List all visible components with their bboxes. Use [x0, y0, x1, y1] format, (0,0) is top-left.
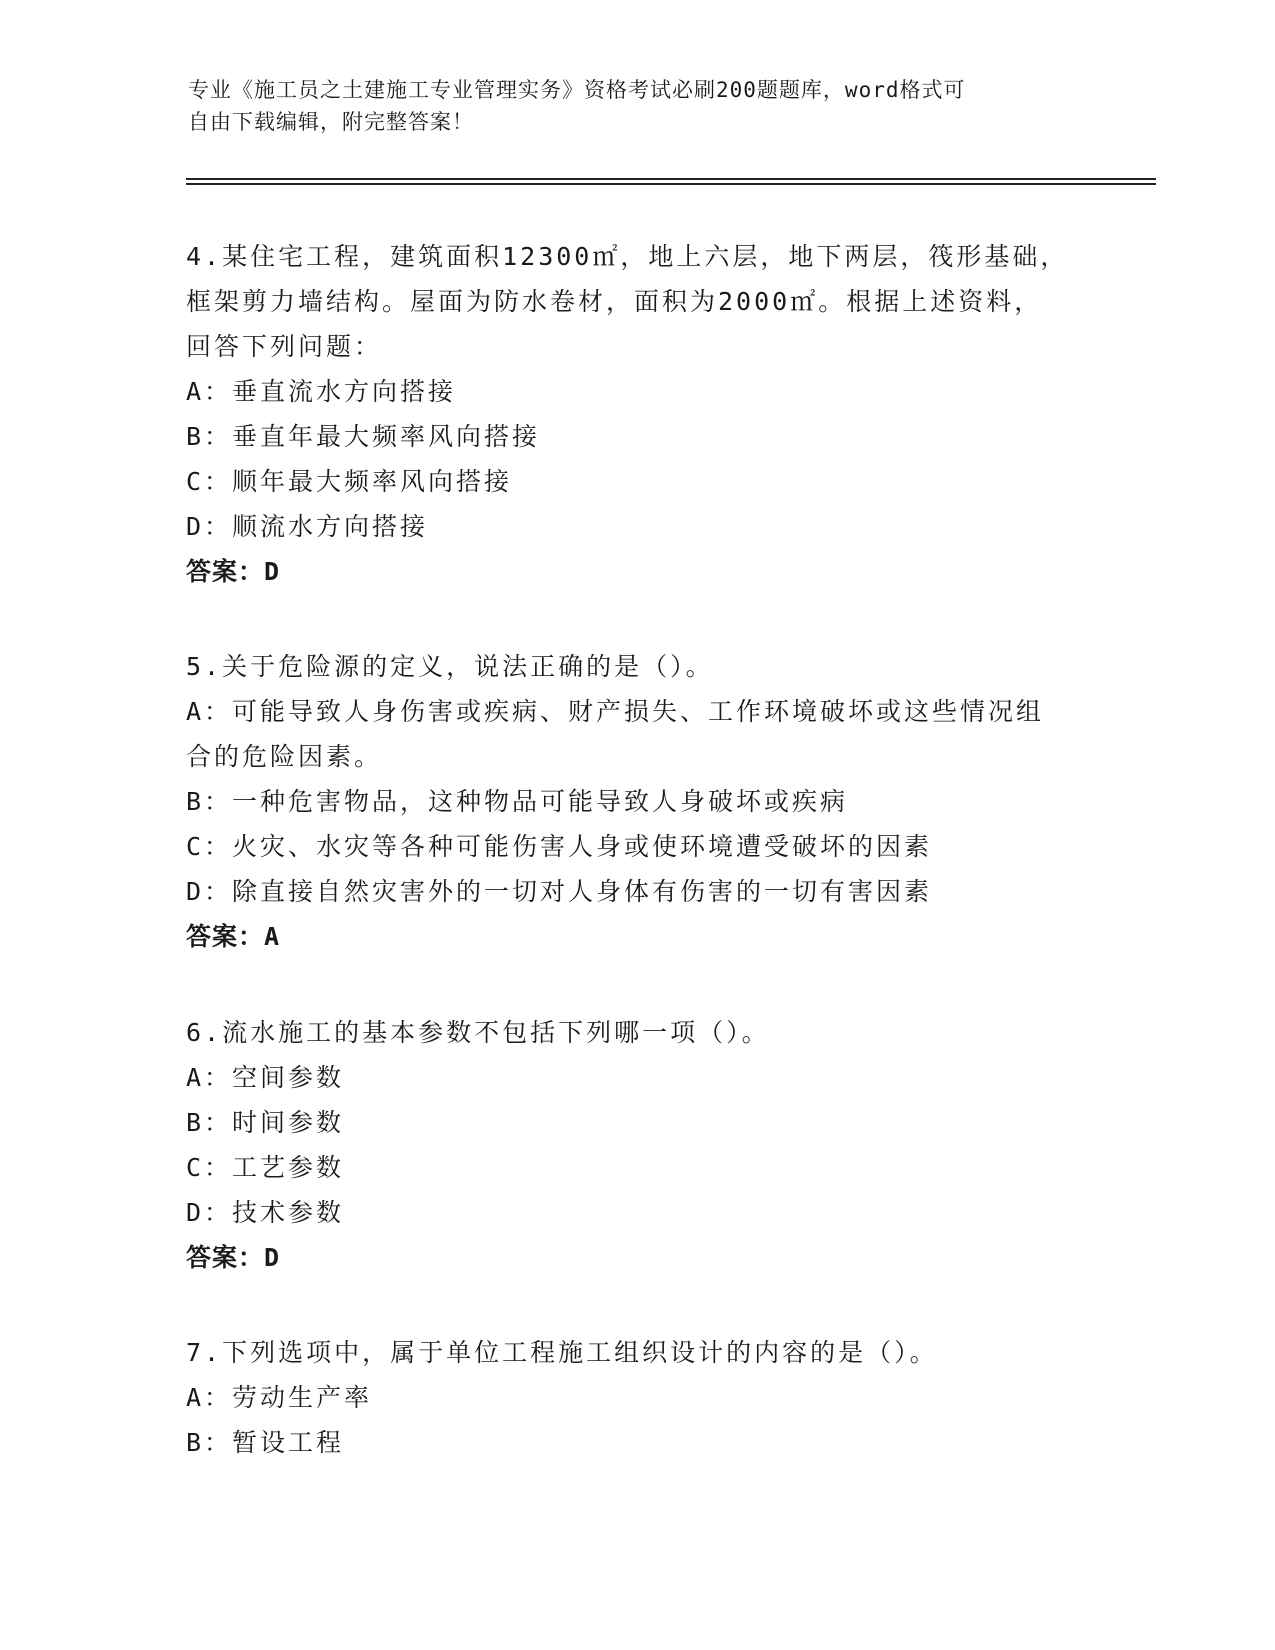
answer: 答案：D	[186, 557, 281, 586]
option-a: A：垂直流水方向搭接	[186, 377, 457, 406]
option-b: B：时间参数	[186, 1108, 345, 1137]
header-line-1: 专业《施工员之土建施工专业管理实务》资格考试必刷200题题库，word格式可	[188, 78, 966, 102]
answer: 答案：D	[186, 1243, 281, 1272]
question-stem-line: 框架剪力墙结构。屋面为防水卷材，面积为2000㎡。根据上述资料，	[186, 287, 1043, 316]
option-a: A：空间参数	[186, 1063, 345, 1092]
question-5	[186, 644, 1086, 959]
option-c: C：顺年最大频率风向搭接	[186, 467, 513, 496]
document-header	[188, 74, 1088, 138]
option-b: B：一种危害物品，这种物品可能导致人身破坏或疾病	[186, 787, 849, 816]
option-b: B：垂直年最大频率风向搭接	[186, 422, 541, 451]
option-d: D：技术参数	[186, 1198, 345, 1227]
option-c: C：工艺参数	[186, 1153, 345, 1182]
option-a: A：可能导致人身伤害或疾病、财产损失、工作环境破坏或这些情况组	[186, 697, 1045, 726]
header-divider-bottom	[186, 183, 1156, 185]
header-line-2: 自由下载编辑，附完整答案！	[188, 110, 474, 134]
question-4	[186, 234, 1086, 594]
option-c: C：火灾、水灾等各种可能伤害人身或使环境遭受破坏的因素	[186, 832, 933, 861]
question-stem-line: 回答下列问题：	[186, 332, 383, 361]
question-stem-line: 6.流水施工的基本参数不包括下列哪一项（）。	[186, 1018, 770, 1047]
question-stem-line: 5.关于危险源的定义，说法正确的是（）。	[186, 652, 714, 681]
answer: 答案：A	[186, 922, 281, 951]
option-d: D：顺流水方向搭接	[186, 512, 429, 541]
question-7	[186, 1330, 1086, 1465]
question-stem-line: 4.某住宅工程，建筑面积12300㎡，地上六层，地下两层，筏形基础，	[186, 242, 1069, 271]
option-a-continued: 合的危险因素。	[186, 742, 383, 771]
option-d: D：除直接自然灾害外的一切对人身体有伤害的一切有害因素	[186, 877, 933, 906]
option-a: A：劳动生产率	[186, 1383, 373, 1412]
question-stem-line: 7.下列选项中，属于单位工程施工组织设计的内容的是（）。	[186, 1338, 938, 1367]
question-6	[186, 1010, 1086, 1280]
option-b: B：暂设工程	[186, 1428, 345, 1457]
header-divider-top	[186, 178, 1156, 180]
